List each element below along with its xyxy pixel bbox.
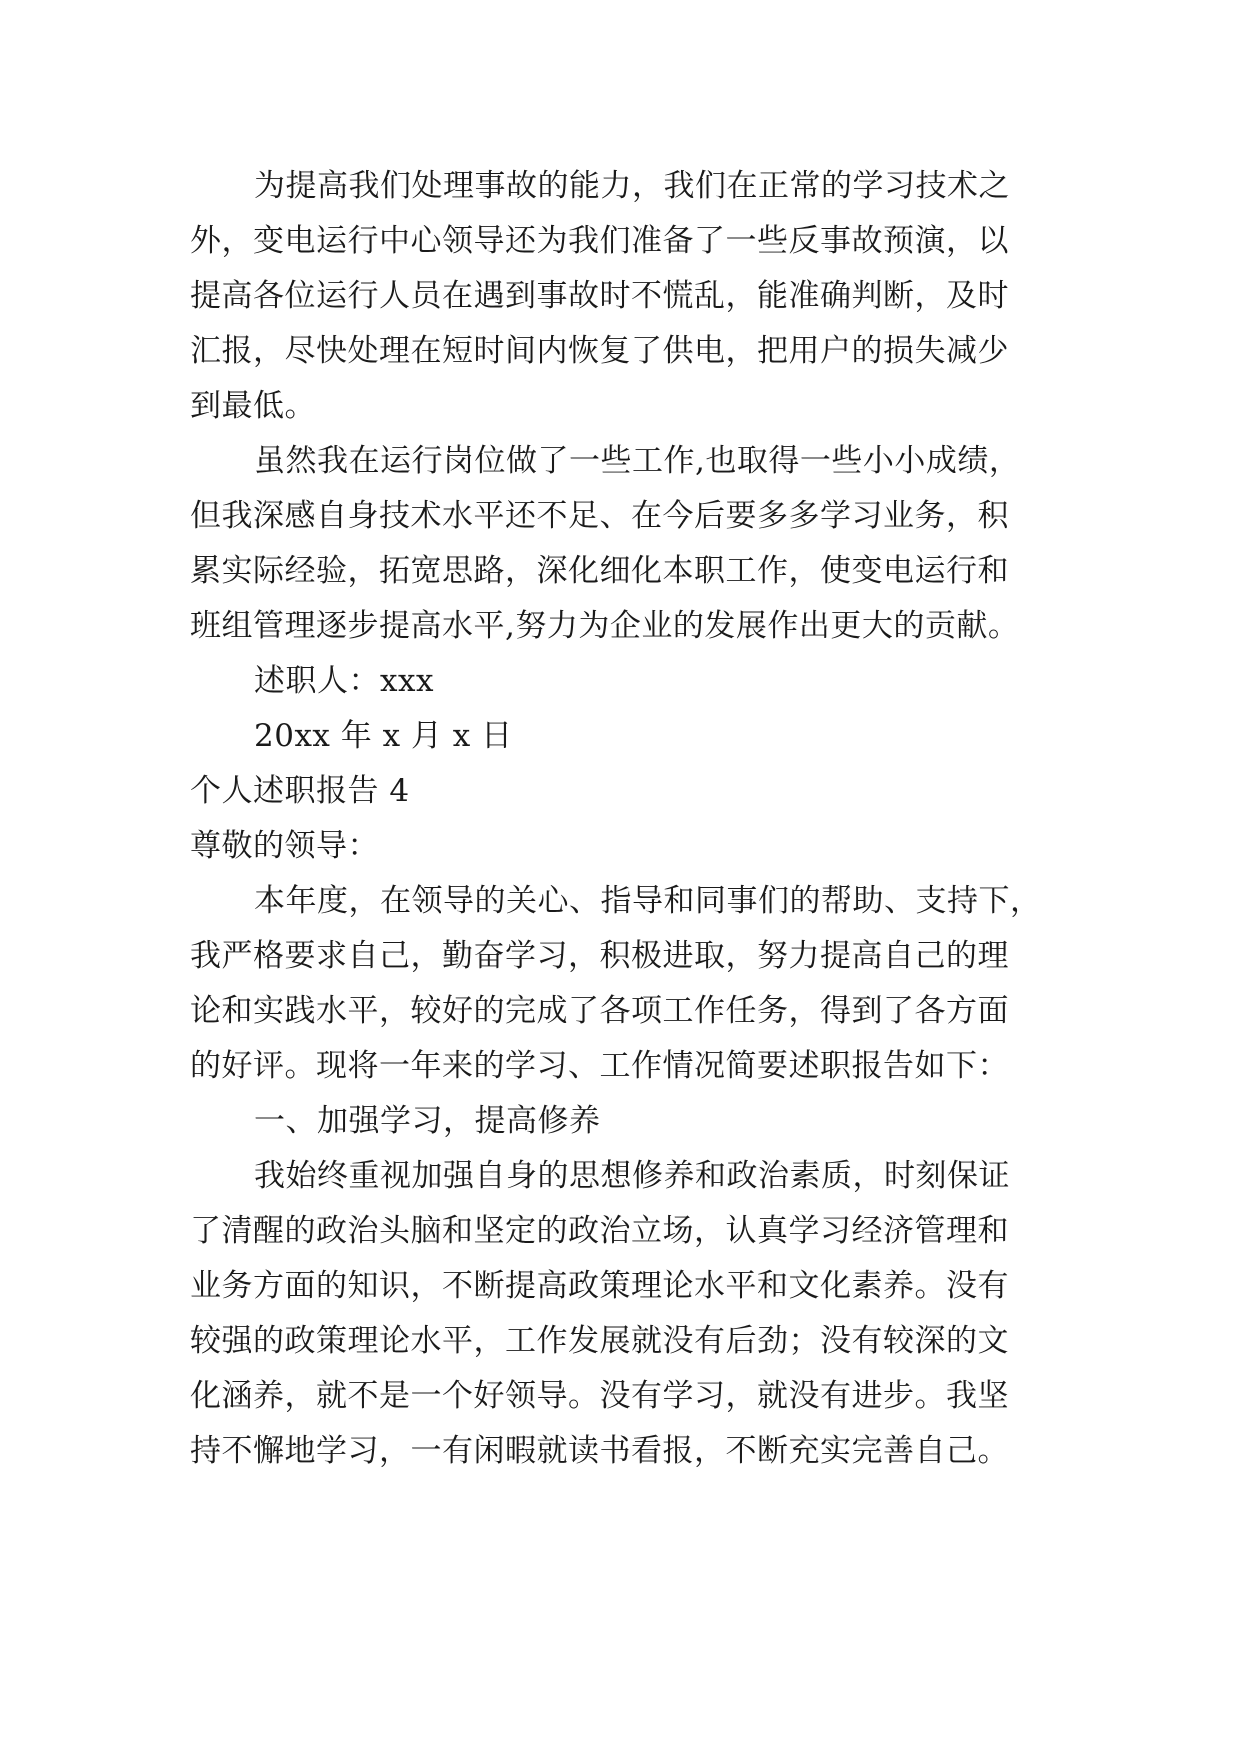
paragraph-line: 持不懈地学习，一有闲暇就读书看报，不断充实完善自己。 [190,1433,1009,1469]
date-line: 20xx 年 x 月 x 日 [254,718,513,754]
paragraph-line: 本年度，在领导的关心、指导和同事们的帮助、支持下， [254,883,1042,919]
salutation: 尊敬的领导： [190,828,379,864]
paragraph-line: 我始终重视加强自身的思想修养和政治素质，时刻保证 [254,1158,1010,1194]
paragraph-line: 我严格要求自己，勤奋学习，积极进取，努力提高自己的理 [190,938,1009,974]
paragraph-line: 论和实践水平，较好的完成了各项工作任务，得到了各方面 [190,993,1009,1029]
paragraph-line: 汇报，尽快处理在短时间内恢复了供电，把用户的损失减少 [190,333,1009,369]
paragraph-line: 提高各位运行人员在遇到事故时不慌乱，能准确判断，及时 [190,278,1009,314]
paragraph-line: 了清醒的政治头脑和坚定的政治立场，认真学习经济管理和 [190,1213,1009,1249]
paragraph-line: 但我深感自身技术水平还不足、在今后要多多学习业务，积 [190,498,1009,534]
paragraph-line: 虽然我在运行岗位做了一些工作,也取得一些小小成绩， [254,443,1021,479]
paragraph-line: 累实际经验，拓宽思路，深化细化本职工作，使变电运行和 [190,553,1009,589]
paragraph-line: 外，变电运行中心领导还为我们准备了一些反事故预演，以 [190,223,1009,259]
signature-line: 述职人：xxx [254,663,434,699]
paragraph-line: 业务方面的知识，不断提高政策理论水平和文化素养。没有 [190,1268,1009,1304]
paragraph-line: 班组管理逐步提高水平,努力为企业的发展作出更大的贡献。 [190,608,1020,644]
paragraph-line: 到最低。 [190,388,316,424]
paragraph-line: 为提高我们处理事故的能力，我们在正常的学习技术之 [254,168,1010,204]
paragraph-line: 的好评。现将一年来的学习、工作情况简要述职报告如下： [190,1048,1009,1084]
paragraph-line: 较强的政策理论水平，工作发展就没有后劲；没有较深的文 [190,1323,1009,1359]
subheading: 一、加强学习，提高修养 [254,1103,601,1139]
section-title: 个人述职报告 4 [190,773,410,809]
paragraph-line: 化涵养，就不是一个好领导。没有学习，就没有进步。我坚 [190,1378,1009,1414]
